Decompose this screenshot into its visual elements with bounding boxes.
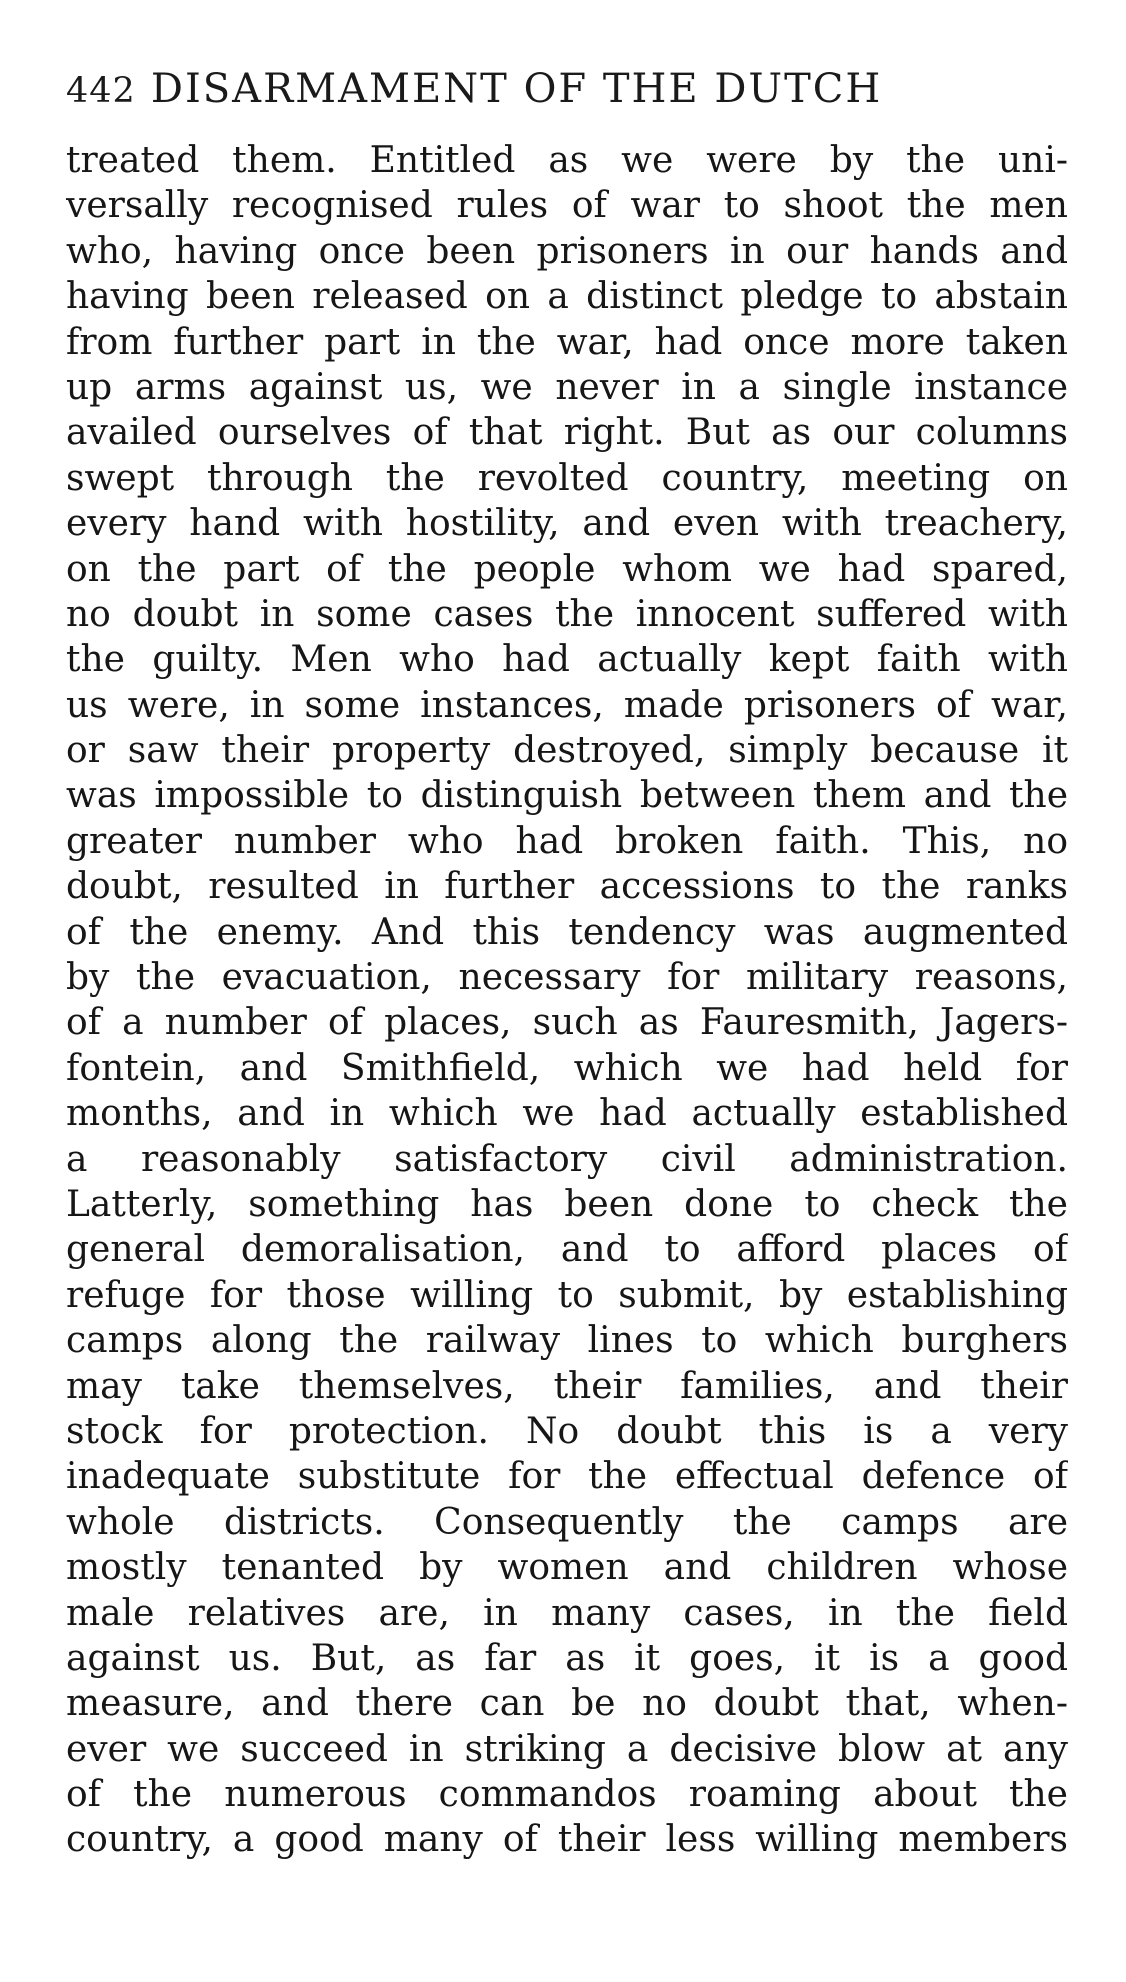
text-line: refuge for those willing to submit, by establishing [66, 1274, 1068, 1316]
text-line: the guilty. Men who had actually kept faith with [66, 639, 1068, 681]
text-line: inadequate substitute for the effectual defence of [66, 1456, 1068, 1498]
text-line: Latterly, something has been done to check the [66, 1183, 1068, 1225]
text-line: greater number who had broken faith. This, no [66, 820, 1068, 862]
text-line: months, and in which we had actually established [66, 1093, 1068, 1135]
text-line: of the numerous commandos roaming about the [66, 1774, 1068, 1816]
text-line: by the evacuation, necessary for military reasons, [66, 957, 1068, 999]
text-line: having been released on a distinct pledge to abstain [66, 276, 1068, 318]
text-line: treated them. Entitled as we were by the uni- [66, 140, 1068, 181]
text-line: fontein, and Smithfield, which we had held for [66, 1047, 1068, 1089]
text-line: against us. But, as far as it goes, it is a good [66, 1637, 1068, 1679]
text-line: us were, in some instances, made prisoners of war, [66, 684, 1068, 726]
text-line: versally recognised rules of war to shoot the men [66, 185, 1068, 227]
text-line: was impossible to distinguish between them and the [66, 775, 1068, 817]
body-text [66, 138, 1068, 1863]
text-line: may take themselves, their families, and their [66, 1365, 1068, 1407]
text-line: availed ourselves of that right. But as our columns [66, 412, 1068, 454]
text-line: of the enemy. And this tendency was augmented [66, 911, 1068, 953]
text-line: or saw their property destroyed, simply because it [66, 730, 1068, 772]
running-title: DISARMAMENT OF THE DUTCH [150, 66, 883, 112]
text-line: stock for protection. No doubt this is a very [66, 1410, 1068, 1452]
page-number: 442 [66, 71, 136, 111]
text-line: male relatives are, in many cases, in the field [66, 1592, 1068, 1634]
text-line: no doubt in some cases the innocent suffered with [66, 593, 1068, 635]
text-line: camps along the railway lines to which burghers [66, 1320, 1068, 1362]
text-line: from further part in the war, had once more taken [66, 321, 1068, 363]
text-line: whole districts. Consequently the camps are [66, 1501, 1068, 1543]
text-line: ever we succeed in striking a decisive blow at any [66, 1728, 1068, 1770]
text-line: doubt, resulted in further accessions to the ranks [66, 866, 1068, 908]
text-line: mostly tenanted by women and children whose [66, 1547, 1068, 1589]
text-line: general demoralisation, and to afford places of [66, 1229, 1068, 1271]
text-line: who, having once been prisoners in our hands and [66, 230, 1068, 272]
text-line: every hand with hostility, and even with treachery, [66, 503, 1068, 545]
text-line: a reasonably satisfactory civil administration. [66, 1138, 1068, 1180]
text-line: swept through the revolted country, meeting on [66, 457, 1068, 499]
running-head [66, 66, 1066, 126]
text-line: of a number of places, such as Fauresmith, Jagers- [66, 1002, 1068, 1044]
text-line: up arms against us, we never in a single instance [66, 366, 1068, 408]
text-line: on the part of the people whom we had spared, [66, 548, 1068, 590]
text-line: country, a good many of their less willing members [66, 1819, 1068, 1861]
text-line: measure, and there can be no doubt that, when- [66, 1683, 1068, 1725]
